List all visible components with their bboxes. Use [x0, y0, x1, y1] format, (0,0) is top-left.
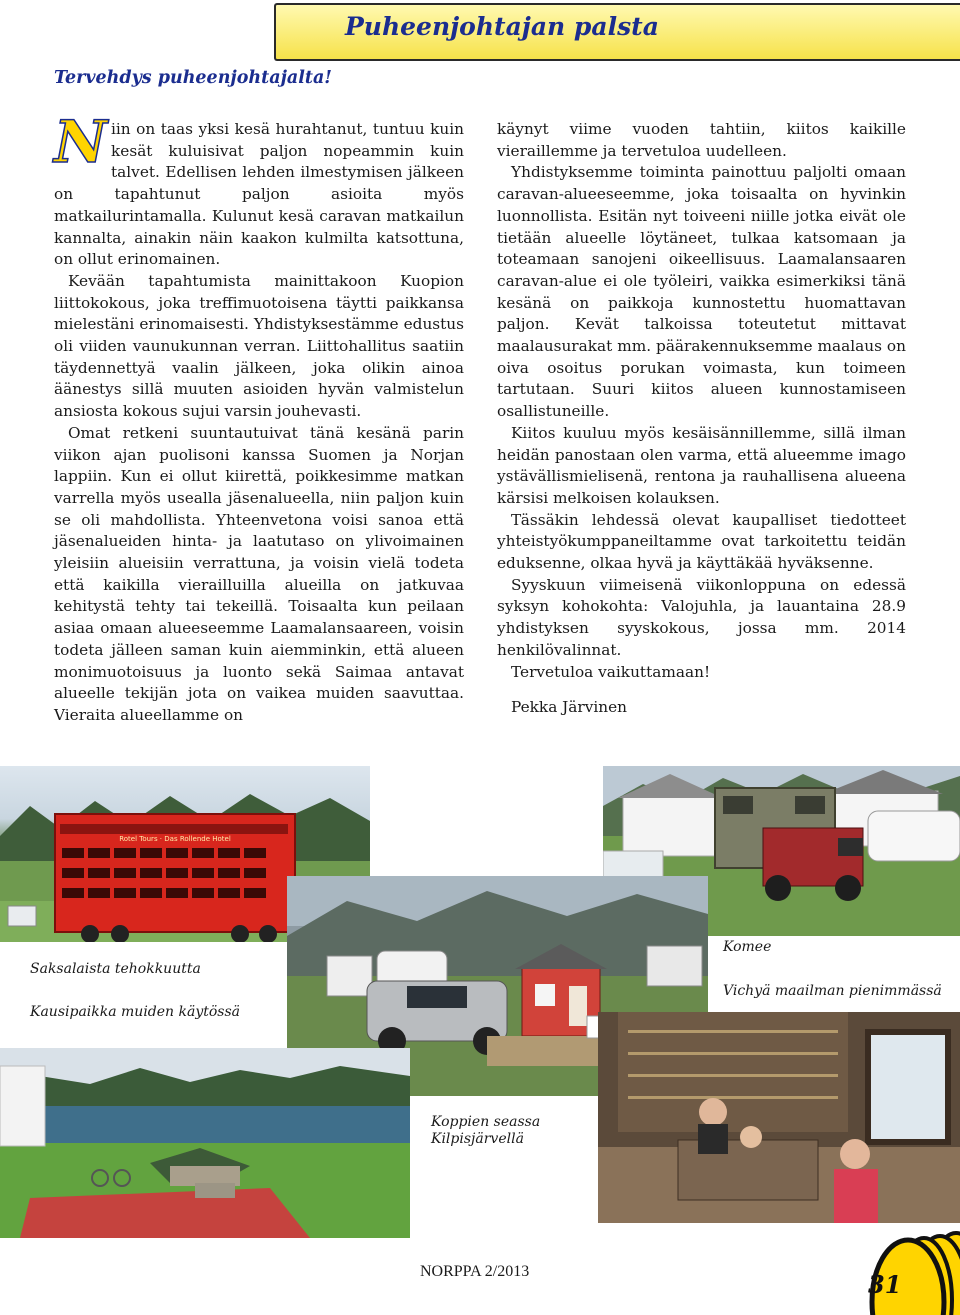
caption-lake-site: Kausipaikka muiden käytössä — [30, 1004, 241, 1020]
paragraph: Syyskuun viimeisenä viikonloppuna on edessä syksyn kohokohta: Valojuhla, ja lauantaina 28.9 yhdistyksen syyskokous, jossa mm. 2014 henkilövalinnat. — [497, 575, 906, 659]
paragraph: Kiitos kuuluu myös kesäisännillemme, sillä ilman heidän panostaan olen varma, että alueemme imago ystävällismielisenä, rentona ja rauhallisena alueena kärsisi melkoisen kolauksen. — [497, 423, 906, 507]
issue-footer: NORPPA 2/2013 — [420, 1263, 530, 1280]
paragraph: Tervetuloa vaikuttamaan! — [511, 662, 711, 681]
article-column-right — [497, 119, 906, 719]
caption-red-truck: Saksalaista tehokkuutta — [30, 961, 201, 977]
caption-cabins: Koppien seassa Kilpisjärvellä — [431, 1114, 541, 1147]
caption-bar: Vichyä maailman pienimmässä — [723, 983, 942, 999]
drop-cap: N — [54, 108, 108, 176]
photo-lake-site — [0, 1048, 410, 1238]
paragraph: Omat retkeni suuntautuivat tänä kesänä parin viikon ajan puolisoni kanssa Suomen ja Norjan lappiin. Kun ei ollut kiirettä, poikkesimme matkan varrella myös usealla jäsenalueella, niin paljon kuin se oli mahdollista. Yhteenvetona voisi sanoa että jäsenalueiden hinta- ja laatutaso on ylivoimainen yleisiin alueisiin verrattuna, ja voisin vielä todeta että kaikilla vierailluilla alueilla on jatkuvaa kehitystä tehty tai tekeillä. Toisaalta kun peilaan asiaa omaan alueeseemme Laamalansaareen, voisin todeta jälleen saman kuin aiemminkin, että alueen monimuotoisuus ja luonto sekä Saimaa antavat alueelle tekijän jota on vaikea muiden saavuttaa. Vieraita alueellamme on — [54, 423, 464, 724]
paragraph: Tässäkin lehdessä olevat kaupalliset tiedotteet yhteistyökumppaneiltamme ovat tarkoitettu teidän eduksenne, olkaa hyvä ja käyttäkää hyväksenne. — [497, 510, 906, 573]
photo-bar — [598, 1012, 960, 1223]
paragraph: käynyt viime vuoden tahtiin, kiitos kaikille vieraillemme ja tervetuloa uudelleen. — [497, 120, 906, 160]
article-column-left — [54, 108, 464, 727]
bar-illustration — [598, 1012, 960, 1223]
caption-expedition-truck: Komee — [723, 939, 772, 955]
truck-sign: Rotel Tours · Das Rollende Hotel — [119, 835, 231, 843]
page-badge-graphic — [848, 1220, 960, 1315]
paragraph: Kevään tapahtumista mainittakoon Kuopion liittokokous, joka treffimuotoisena täytti paikkansa mielestäni erinomaisesti. Yhdistyksestämme edustus oli viiden vaunukunnan verran. Liittohallitus saatiin täydennettyä vaalin jälkeen, joka olikin ainoa äänestys sillä muuten asioiden hyvän valmistelun ansiosta kokous sujui varsin jouhevasti. — [54, 271, 464, 421]
section-title: Puheenjohtajan palsta — [345, 12, 659, 41]
signature: Pekka Järvinen — [511, 698, 628, 717]
article-subtitle: Tervehdys puheenjohtajalta! — [54, 68, 332, 88]
paragraph: Niin on taas yksi kesä hurahtanut, tuntuu kuin kesät kuluisivat paljon nopeammin kuin talvet. Edellisen lehden ilmestymisen jälkeen on tapahtunut paljon asioita myös matkailurintamalla. Kulunut kesä caravan matkailun kannalta, ainakin näin kaakon kulmilta katsottuna, on ollut erinomainen. — [54, 108, 464, 269]
lake-site-illustration — [0, 1048, 410, 1238]
paragraph: Yhdistyksemme toiminta painottuu paljolti omaan caravan-alueeseemme, joka toisaalta on hyvinkin luonnollista. Esitän nyt toiveeni niille jotka eivät ole tietään alueelle löytäneet, tulkaa katsomaan ja toteamaan sanojeni oikeellisuus. Laamalansaaren caravan-alue ei ole työleiri, vaikka esimerkiksi tänä kesänä on paikkoja kunnostettu huomattavan paljon. Kevät talkoissa toteutetut mittavat maalausurakat mm. päärakennuksemme maalaus on oiva osoitus porukan voimasta, kun toimeen tartutaan. Suuri kiitos alueen kunnostamiseen osallistuneille. — [497, 163, 906, 421]
page-number: 31 — [868, 1270, 902, 1299]
